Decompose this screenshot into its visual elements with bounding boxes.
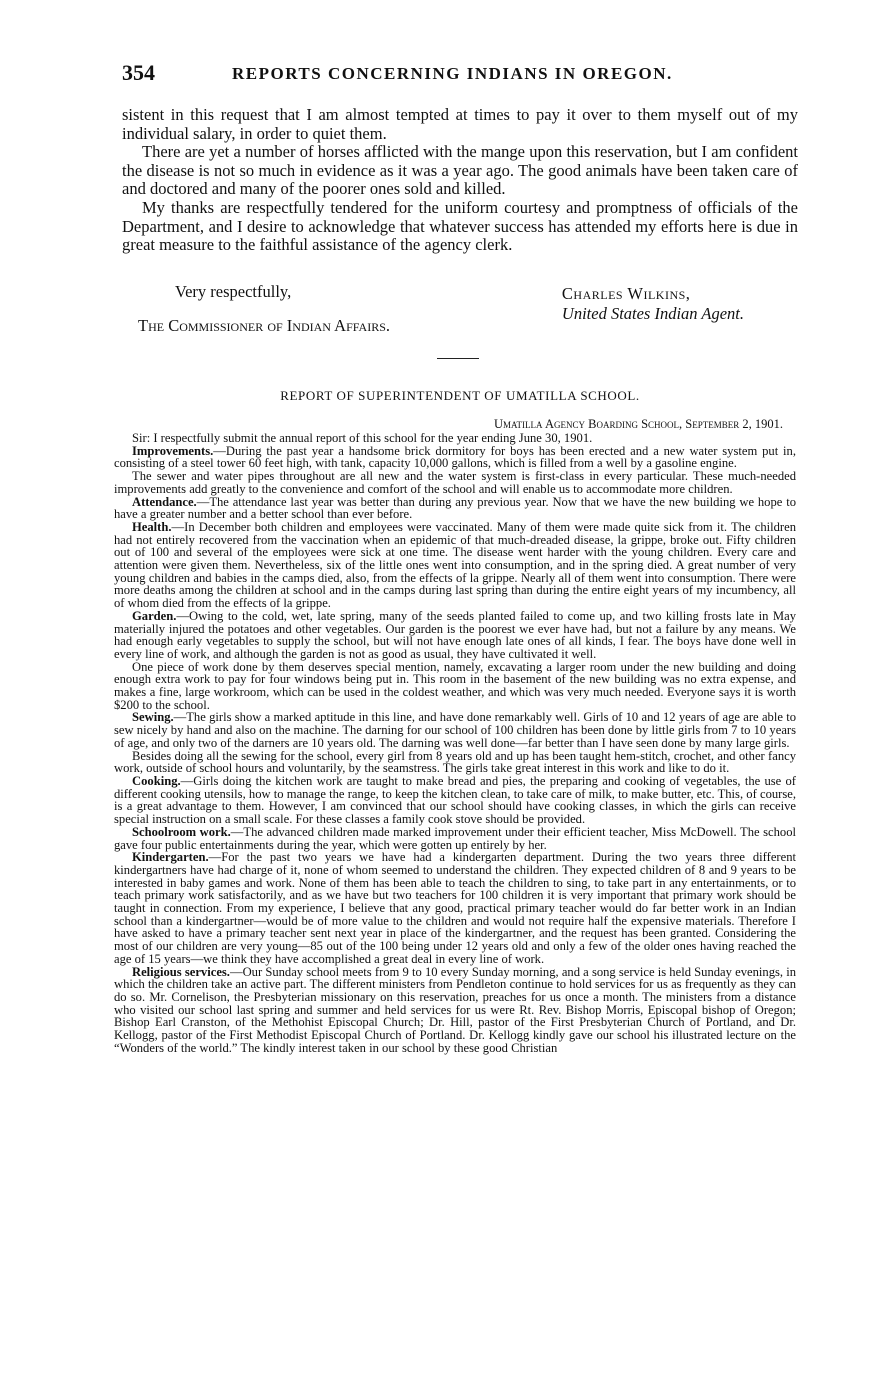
report-section: [114, 445, 796, 470]
report-section: [114, 496, 796, 521]
section-heading: Improvements.: [132, 443, 214, 458]
report-salutation: Sir: I respectfully submit the annual report of this school for the year ending June 30, 1901.: [132, 431, 593, 445]
section-text: —In December both children and employees were vaccinated. Many of them were made quite sick from it. The children had not entirely recovered from the vaccination when an epidemic of that much-dreaded disease, la grippe, broke out. Fifty children out of 100 and several of the employees were sick at one time. The disease went harder with the young children. Every care and attention were given them. Nevertheless, six of the little ones went into consumption, and in the spring died. A great number of very young children and babies in the camps died, also, from the effects of la grippe. Nearly all of them went into consumption. There were more deaths among the children at school and in the camps during last spring than during the entire eight years of my incumbency, all of whom died from the effects of la grippe.: [114, 519, 796, 611]
section-heading: Attendance.: [132, 494, 197, 509]
signature-title: United States Indian Agent.: [561, 304, 744, 323]
letter-body: [122, 106, 798, 255]
section-heading: Health.: [132, 519, 172, 534]
report-title: REPORT OF SUPERINTENDENT OF UMATILLA SCHOOL.: [280, 388, 640, 403]
report-section: [114, 851, 796, 965]
report-body: [114, 432, 796, 1054]
signature-name: Charles Wilkins,: [561, 284, 691, 303]
report-section: [114, 470, 796, 495]
section-text: Besides doing all the sewing for the school, every girl from 8 years old and up has been taught hem-stitch, crochet, and other fancy work, outside of school hours and voluntarily, by the seamstress. The girls take great interest in this work and like to do it.: [114, 748, 796, 776]
valediction: Very respectfully,: [175, 282, 292, 301]
report-section: [114, 826, 796, 851]
report-section: [114, 966, 796, 1055]
section-text: The sewer and water pipes throughout are all new and the water system is first-class in every particular. These much-needed improvements add greatly to the convenience and comfort of the school and will enable us to accommodate more children.: [114, 469, 796, 496]
section-text: —During the past year a handsome brick dormitory for boys has been erected and a new water system put in, consisting of a steel tower 60 feet high, with tank, capacity 10,000 gallons, which is filled from a well by a gasoline engine.: [114, 443, 796, 471]
section-heading: Cooking.: [132, 773, 181, 788]
report-section: [114, 775, 796, 826]
page-header: [122, 60, 798, 90]
report-section: [114, 661, 796, 712]
page-number: 354: [122, 60, 155, 85]
section-heading: Schoolroom work.: [132, 824, 231, 839]
addressee: The Commissioner of Indian Affairs.: [138, 316, 391, 335]
report-dateline: Umatilla Agency Boarding School, September 2, 1901.: [494, 417, 783, 431]
running-title: REPORTS CONCERNING INDIANS IN OREGON.: [232, 64, 673, 83]
section-text: —The attendance last year was better than during any previous year. Now that we have the new building we hope to have a greater number and a better school than ever before.: [114, 494, 796, 522]
section-heading: Religious services.: [132, 964, 230, 979]
section-heading: Sewing.: [132, 710, 174, 725]
letter-paragraph: My thanks are respectfully tendered for the uniform courtesy and promptness of officials of the Department, and I desire to acknowledge that whatever success has attended my efforts here is due in great measure to the faithful assistance of the agency clerk.: [122, 197, 798, 255]
section-text: —Our Sunday school meets from 9 to 10 every Sunday morning, and a song service is held Sunday evenings, in which the children take an active part. The different ministers from Pendleton continue to hold services for us as frequently as they can do so. Mr. Cornelison, the Presbyterian missionary on this reservation, preaches for us once a month. The ministers from a distance who visited our school last spring and summer and held services for us were Rt. Rev. Bishop Morris, Episcopal bishop of Oregon; Bishop Earl Cranston, of the Methohist Episcopal Church; Dr. Hill, pastor of the First Presbyterian Church of Portland, and Dr. Kellogg, pastor of the First Methodist Episcopal Church of Portland. Dr. Kellogg kindly gave our school his illustrated lecture on the “Wonders of the world.” The kindly interest taken in our school by these good Christian: [114, 964, 797, 1055]
signature-block: [562, 284, 744, 324]
report-section: [114, 750, 796, 775]
letter-closing: [122, 282, 798, 342]
letter-paragraph: There are yet a number of horses afflicted with the mange upon this reservation, but I am confident the disease is not so much in evidence as it was a year ago. The good animals have been taken care of and doctored and many of the poorer ones sold and killed.: [122, 142, 798, 199]
section-text: —The girls show a marked aptitude in this line, and have done remarkably well. Girls of 10 and 12 years of age are able to sew nicely by hand and also on the machine. The darning for our school of 100 children has been done by little girls from 7 to 10 years of age, and only two of the darners are 10 years old. The darning was well done—far better than I have seen done by many large girls.: [114, 710, 796, 750]
section-heading: Garden.: [132, 608, 177, 623]
section-heading: Kindergarten.: [132, 850, 209, 865]
report-section: [114, 711, 796, 749]
section-divider: [437, 358, 479, 359]
section-text: One piece of work done by them deserves special mention, namely, excavating a larger room under the new building and doing enough extra work to pay for four windows being put in. This room in the basement of the new building was no extra expense, and makes a fine, large workroom, which can be used in the coldest weather, and which was very much needed. Everyone says it is worth $200 to the school.: [114, 659, 796, 712]
section-text: —Owing to the cold, wet, late spring, many of the seeds planted failed to come up, and two killing frosts late in May materially injured the potatoes and other vegetables. Our garden is the poorest we ever have had, but not a failure by any means. We had enough early vegetables to supply the school, but will not have enough late ones of all kinds, I fear. The boys have done well in every line of work, and although the garden is not as good as usual, they have cultivated it well.: [114, 608, 796, 661]
section-text: —Girls doing the kitchen work are taught to make bread and pies, the preparing and cooking of vegetables, the use of different cooking utensils, how to manage the range, to keep the kitchen clean, to take care of milk, to make butter, etc. This, of course, is a great advantage to them. However, I am convinced that our school should have cooking classes, in which the girls can receive special instruction on a small scale. For these classes a family cook stove should be provided.: [114, 773, 796, 827]
report-section: [114, 610, 796, 661]
letter-paragraph: sistent in this request that I am almost tempted at times to pay it over to them myself out of my individual salary, in order to quiet them.: [122, 105, 798, 143]
section-text: —The advanced children made marked improvement under their efficient teacher, Miss McDowell. The school gave four public entertainments during the year, which were gotten up entirely by her.: [114, 824, 796, 852]
section-text: —For the past two years we have had a kindergarten department. During the two years three different kindergartners have had charge of it, none of whom seemed to understand the children. They expected children of 8 and 9 years to be interested in baby games and work. None of them has been able to teach the children to sing, to take part in any entertainments, or to teach primary work satisfactorily, and as we have but two teachers for 100 children it is very important that primary work should be taught in connection. From my experience, I believe that any good, practical primary teacher would do far better work in an Indian school than a kindergartner—would be of more value to the children and would not require half the expensive materials. Therefore I have asked to have a primary teacher sent next year in place of the kindergartner, and the request has been granted. Considering the most of our children are very young—85 out of the 100 being under 12 years old and only a few of the older ones having reached the age of 15 years—we think they have accomplished a great deal in every line of work.: [114, 850, 796, 966]
report-section: [114, 521, 796, 610]
